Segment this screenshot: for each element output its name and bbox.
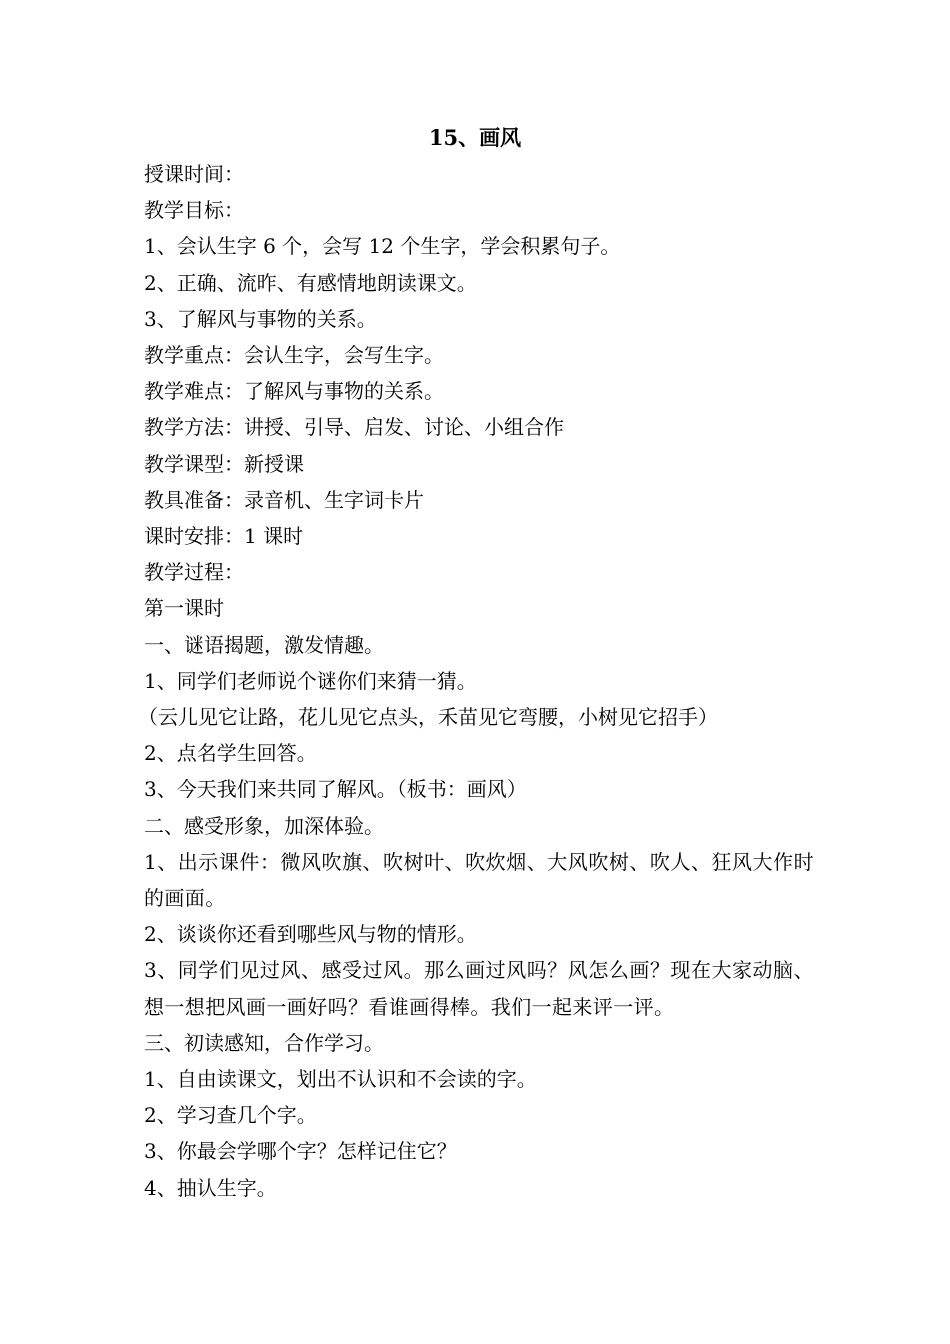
text-line: 2、正确、流昨、有感情地朗读课文。 (144, 270, 477, 295)
text-line: 第一课时 (144, 596, 224, 621)
text-line: 教具准备：录音机、生字词卡片 (144, 487, 424, 512)
text-line: 教学难点：了解风与事物的关系。 (144, 379, 444, 404)
document-body (138, 156, 814, 1206)
text-line: 3、了解风与事物的关系。 (144, 306, 377, 331)
text-line: 2、点名学生回答。 (144, 741, 317, 766)
text-line: 1、同学们老师说个谜你们来猜一猜。 (144, 668, 477, 693)
text-line: 教学过程： (144, 560, 244, 585)
text-line: 教学方法：讲授、引导、启发、讨论、小组合作 (144, 415, 564, 440)
text-line: 3、你最会学哪个字？怎样记住它？ (144, 1139, 457, 1164)
text-line: 1、会认生字 6 个，会写 12 个生字，学会积累句子。 (144, 234, 621, 259)
text-line: 授课时间： (144, 162, 244, 186)
text-line: 三、初读感知，合作学习。 (144, 1030, 384, 1055)
text-line: 一、谜语揭题，激发情趣。 (144, 632, 384, 657)
text-line: 教学重点：会认生字，会写生字。 (144, 343, 444, 368)
text-line: 课时安排：1 课时 (144, 524, 304, 549)
text-line: 1、自由读课文，划出不认识和不会读的字。 (144, 1067, 537, 1092)
text-line: 3、今天我们来共同了解风。（板书：画风） (144, 777, 527, 802)
text-line: 教学课型：新授课 (144, 451, 304, 476)
text-line: 2、谈谈你还看到哪些风与物的情形。 (144, 922, 477, 947)
text-paragraph: 1、出示课件：微风吹旗、吹树叶、吹炊烟、大风吹树、吹人、狂风大作时的画面。 (144, 849, 814, 911)
text-line: 二、感受形象，加深体验。 (144, 813, 384, 838)
text-line: 教学目标： (144, 198, 244, 223)
document-title: 15、画风 (428, 125, 522, 150)
text-line: 2、学习查几个字。 (144, 1103, 317, 1128)
text-paragraph: 3、同学们见过风、感受过风。那么画过风吗？风怎么画？现在大家动脑、想一想把风画一画好吗？看谁画得棒。我们一起来评一评。 (144, 958, 814, 1019)
text-line: （云儿见它让路，花儿见它点头，禾苗见它弯腰，小树见它招手） (138, 705, 718, 730)
text-line: 4、抽认生字。 (144, 1175, 277, 1200)
